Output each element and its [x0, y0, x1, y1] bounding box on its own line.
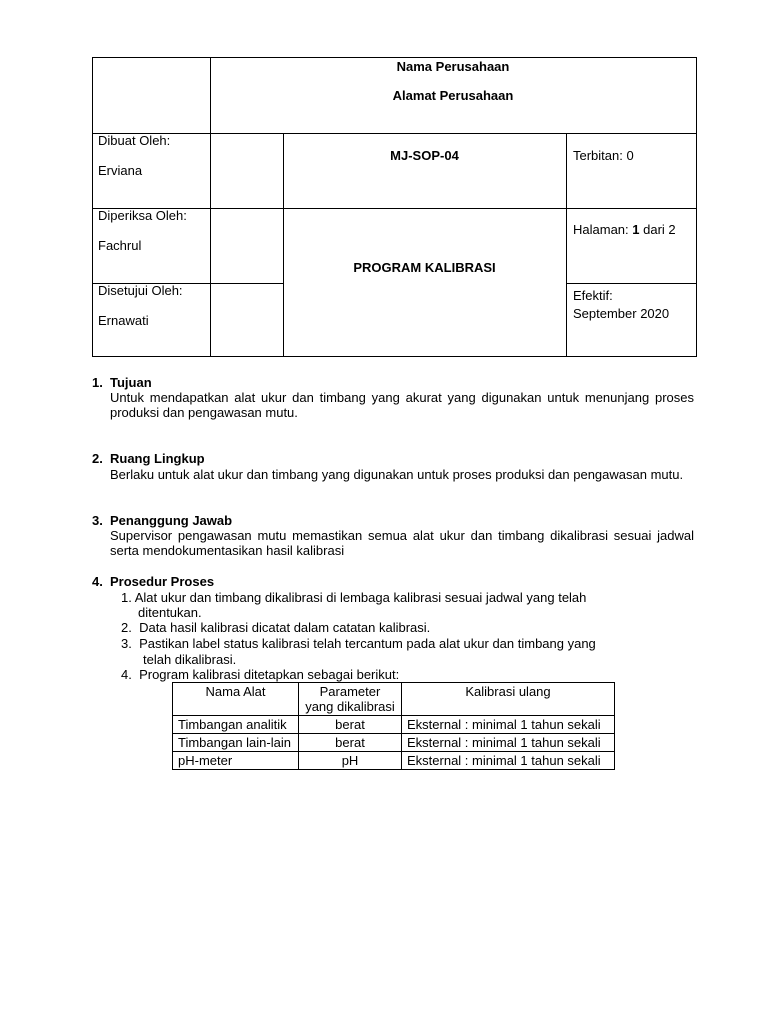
header-divider — [210, 58, 211, 356]
table-header-cell: Parameter yang dikalibrasi — [299, 683, 402, 716]
page-info — [573, 222, 676, 238]
document-code: MJ-SOP-04 — [390, 148, 459, 163]
calibration-table — [172, 682, 615, 770]
header-divider — [283, 133, 284, 356]
header-divider — [566, 283, 696, 284]
table-cell: Eksternal : minimal 1 tahun sekali — [402, 734, 615, 752]
header-divider — [566, 133, 567, 356]
table-row — [173, 734, 615, 752]
approved-by-name: Ernawati — [98, 313, 149, 328]
page-total: dari 2 — [643, 222, 676, 237]
section-title: 3. Penanggung Jawab — [92, 513, 233, 528]
company-address: Alamat Perusahaan — [392, 88, 514, 103]
table-header-row — [173, 683, 615, 716]
effective-date: September 2020 — [573, 306, 670, 321]
document-title: PROGRAM KALIBRASI — [353, 260, 496, 275]
list-item-continuation: ditentukan. — [138, 605, 202, 620]
list-item: 2. Data hasil kalibrasi dicatat dalam catatan kalibrasi. — [121, 620, 431, 635]
effective-label: Efektif: — [573, 288, 613, 303]
section-title: 4. Prosedur Proses — [92, 574, 215, 589]
made-by-label: Dibuat Oleh: — [98, 133, 171, 148]
table-cell: pH — [299, 752, 402, 770]
table-cell: berat — [299, 734, 402, 752]
section-body: Untuk mendapatkan alat ukur dan timbang yang akurat yang digunakan untuk menunjang proses produksi dan pengawasan mutu. — [110, 390, 694, 420]
table-cell: Eksternal : minimal 1 tahun sekali — [402, 716, 615, 734]
list-item: 3. Pastikan label status kalibrasi telah tercantum pada alat ukur dan timbang yang — [121, 636, 596, 651]
issue-number: Terbitan: 0 — [573, 148, 634, 163]
made-by-name: Erviana — [98, 163, 143, 178]
section-body: Berlaku untuk alat ukur dan timbang yang digunakan untuk proses produksi dan pengawasan mutu. — [110, 467, 684, 482]
approved-by-label: Disetujui Oleh: — [98, 283, 183, 298]
table-cell: Timbangan lain-lain — [173, 734, 299, 752]
table-cell: Eksternal : minimal 1 tahun sekali — [402, 752, 615, 770]
header-divider — [566, 208, 696, 209]
table-header-cell: Kalibrasi ulang — [402, 683, 615, 716]
header-divider — [283, 208, 566, 209]
page-number: 1 — [632, 222, 640, 237]
list-item-continuation: telah dikalibrasi. — [143, 652, 237, 667]
checked-by-label: Diperiksa Oleh: — [98, 208, 187, 223]
section-title: 2. Ruang Lingkup — [92, 451, 205, 466]
table-row — [173, 716, 615, 734]
table-cell: berat — [299, 716, 402, 734]
list-item: 4. Program kalibrasi ditetapkan sebagai berikut: — [121, 667, 400, 682]
table-cell: Timbangan analitik — [173, 716, 299, 734]
checked-by-name: Fachrul — [98, 238, 142, 253]
section-title: 1. Tujuan — [92, 375, 152, 390]
list-item: 1. Alat ukur dan timbang dikalibrasi di lembaga kalibrasi sesuai jadwal yang telah — [121, 590, 587, 605]
page-label: Halaman: — [573, 222, 629, 237]
header-divider — [93, 133, 696, 134]
table-header-cell: Nama Alat — [173, 683, 299, 716]
table-cell: pH-meter — [173, 752, 299, 770]
company-name: Nama Perusahaan — [396, 59, 510, 74]
section-body: Supervisor pengawasan mutu memastikan semua alat ukur dan timbang dikalibrasi sesuai jadwal serta mendokumentasikan hasil kalibrasi — [110, 528, 694, 558]
table-row — [173, 752, 615, 770]
